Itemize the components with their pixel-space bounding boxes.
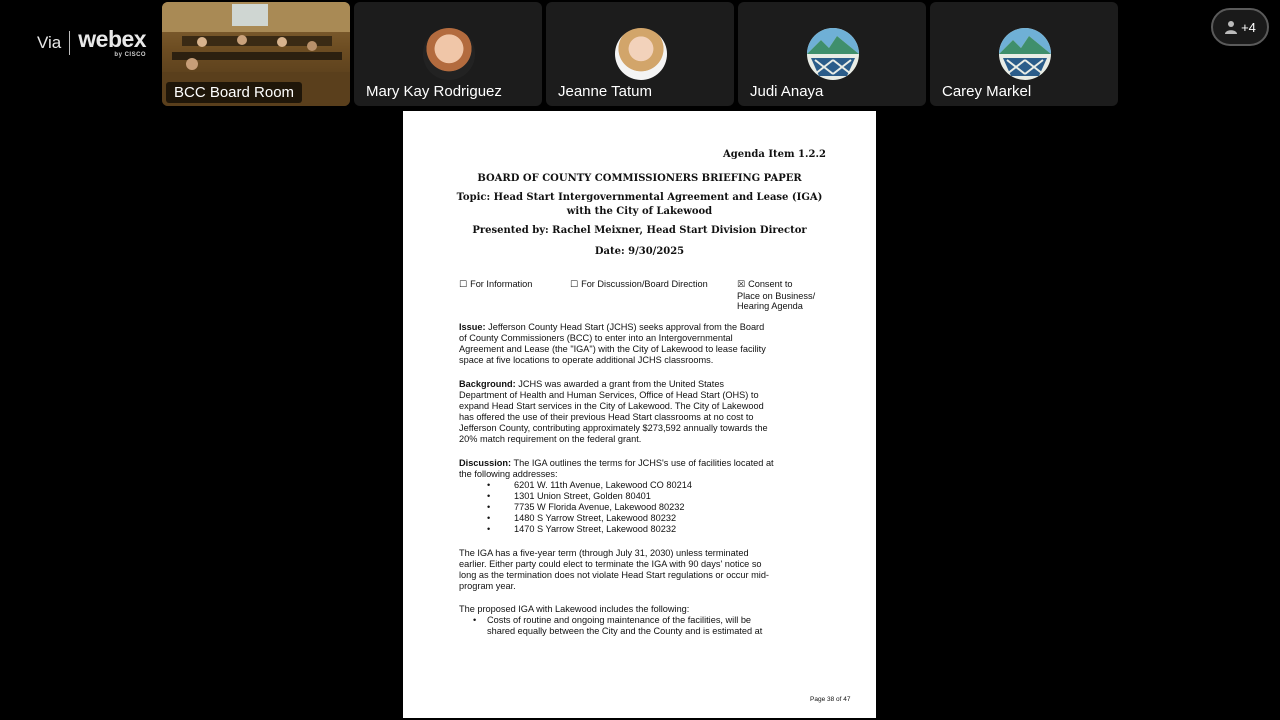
background-line1: Background: JCHS was awarded a grant from the United States bbox=[459, 379, 725, 389]
background-line5: Jefferson County, contributing approximately $273,592 annually towards the bbox=[459, 423, 768, 433]
checkbox-for-information: ☐ For Information bbox=[459, 279, 533, 290]
background-line4: has offered the use of their previous Head Start classrooms at no cost to bbox=[459, 412, 754, 422]
term-line3: long as the termination does not violate Head Start regulations or occur mid- bbox=[459, 570, 769, 580]
via-label: Via bbox=[37, 33, 62, 52]
term-line1: The IGA has a five-year term (through July 31, 2030) unless terminated bbox=[459, 548, 749, 558]
participant-tile-carey-markel[interactable] bbox=[930, 2, 1118, 106]
webex-brand bbox=[37, 28, 146, 58]
webex-wordmark: webex bbox=[78, 26, 147, 52]
page-number: Page 38 of 47 bbox=[810, 696, 851, 703]
checkbox-consent-line2: Place on Business/ bbox=[737, 291, 816, 301]
cisco-byline: by CISCO bbox=[114, 52, 147, 58]
participant-name: BCC Board Room bbox=[166, 82, 302, 103]
issue-line2: of County Commissioners (BCC) to enter into an Intergovernmental bbox=[459, 333, 733, 343]
checkbox-for-discussion: ☐ For Discussion/Board Direction bbox=[570, 279, 708, 290]
doc-heading: BOARD OF COUNTY COMMISSIONERS BRIEFING PAPER bbox=[477, 173, 802, 184]
agenda-item: Agenda Item 1.2.2 bbox=[723, 149, 826, 160]
jefferson-county-logo-icon bbox=[807, 28, 859, 80]
term-line4: program year. bbox=[459, 581, 516, 591]
jefferson-county-logo-icon bbox=[999, 28, 1051, 80]
discussion-line2: the following addresses: bbox=[459, 469, 558, 479]
doc-date: Date: 9/30/2025 bbox=[594, 246, 685, 257]
checkbox-consent-line3: Hearing Agenda bbox=[737, 301, 803, 311]
address-item: • 1470 S Yarrow Street, Lakewood 80232 bbox=[487, 524, 677, 534]
doc-presented-by: Presented by: Rachel Meixner, Head Start Division Director bbox=[472, 225, 807, 236]
brand-divider bbox=[69, 31, 70, 55]
includes-item-cont: shared equally between the City and the County and is estimated at bbox=[487, 626, 763, 636]
shared-document bbox=[403, 111, 876, 718]
term-line2: earlier. Either party could elect to terminate the IGA with 90 days' notice so bbox=[459, 559, 762, 569]
unchecked-box-icon: ☐ bbox=[459, 280, 468, 290]
participant-avatar bbox=[615, 28, 667, 80]
unchecked-box-icon: ☐ bbox=[570, 280, 579, 290]
checkbox-consent: ☒ Consent to bbox=[737, 279, 793, 290]
issue-line3: Agreement and Lease (the "IGA") with the City of Lakewood to lease facility bbox=[459, 344, 766, 354]
issue-line4: space at five locations to operate additional JCHS classrooms. bbox=[459, 355, 714, 365]
address-item: • 1301 Union Street, Golden 80401 bbox=[487, 491, 651, 501]
participant-name: Jeanne Tatum bbox=[558, 83, 652, 100]
participant-name: Judi Anaya bbox=[750, 83, 824, 100]
participant-name: Carey Markel bbox=[942, 83, 1032, 100]
webex-logo bbox=[78, 28, 146, 58]
background-line2: Department of Health and Human Services, Office of Head Start (OHS) to bbox=[459, 390, 759, 400]
checked-box-icon: ☒ bbox=[737, 280, 746, 290]
participant-tile-mary-kay-rodriguez[interactable] bbox=[354, 2, 542, 106]
doc-topic-line2: with the City of Lakewood bbox=[566, 206, 713, 217]
address-item: • 7735 W Florida Avenue, Lakewood 80232 bbox=[487, 502, 685, 512]
background-line3: expand Head Start services in the City of Lakewood. The City of Lakewood bbox=[459, 401, 764, 411]
includes-item: • Costs of routine and ongoing maintenance of the facilities, will be bbox=[473, 615, 752, 625]
issue-line1: Issue: Jefferson County Head Start (JCHS) seeks approval from the Board bbox=[459, 322, 765, 332]
address-item: • 1480 S Yarrow Street, Lakewood 80232 bbox=[487, 513, 677, 523]
person-icon bbox=[1224, 20, 1238, 34]
participant-avatar bbox=[423, 28, 475, 80]
participant-name: Mary Kay Rodriguez bbox=[366, 83, 502, 100]
includes-intro: The proposed IGA with Lakewood includes the following: bbox=[459, 604, 690, 614]
discussion-line1: Discussion: The IGA outlines the terms for JCHS's use of facilities located at bbox=[459, 458, 774, 468]
participant-tile-bcc-board-room[interactable] bbox=[162, 2, 350, 106]
doc-topic-line1: Topic: Head Start Intergovernmental Agreement and Lease (IGA) bbox=[456, 192, 823, 203]
participant-tile-judi-anaya[interactable] bbox=[738, 2, 926, 106]
more-participants-count: +4 bbox=[1241, 19, 1256, 35]
background-line6: 20% match requirement on the federal grant. bbox=[459, 434, 642, 444]
more-participants-button[interactable] bbox=[1211, 8, 1269, 46]
participant-strip bbox=[162, 2, 1118, 106]
participant-tile-jeanne-tatum[interactable] bbox=[546, 2, 734, 106]
address-item: • 6201 W. 11th Avenue, Lakewood CO 80214 bbox=[487, 480, 692, 490]
